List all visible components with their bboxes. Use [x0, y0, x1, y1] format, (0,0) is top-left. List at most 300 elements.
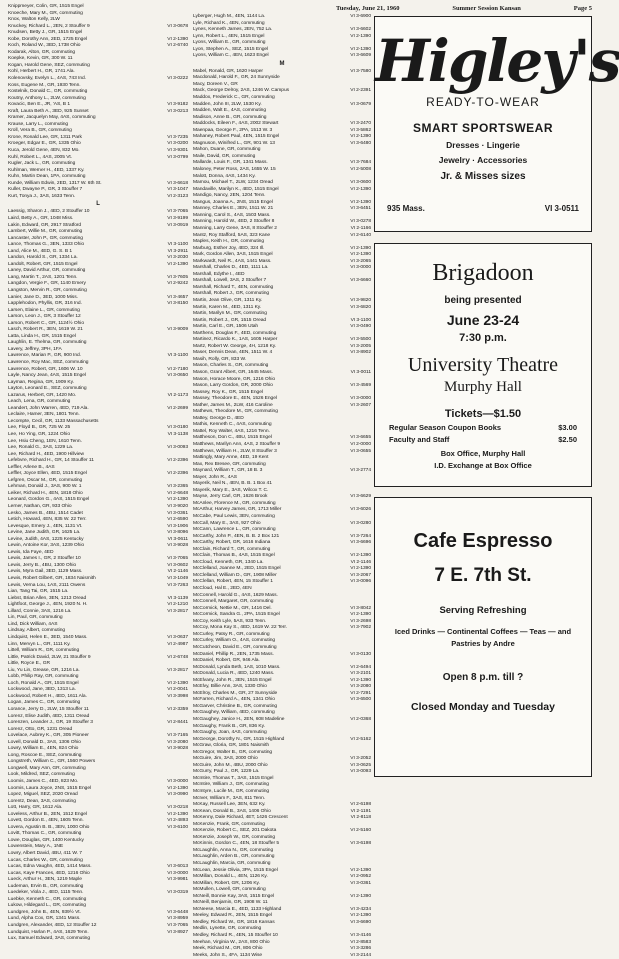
entry-phone: VI 2-1210: [167, 602, 188, 608]
entry-name: Lowenstein, Mary A., 1NE: [8, 844, 64, 850]
entry-phone: VI 2-6748: [167, 654, 188, 660]
entry-phone: VI 3-7263: [167, 582, 188, 588]
entry-name: Manning, Larry Gene, 3AS, 8 Stouffer 2: [193, 225, 277, 231]
entry-phone: VI 2-1390: [350, 612, 371, 618]
entry-name: Leach, Lena, GR, commuting: [8, 399, 71, 405]
entry-phone: VI 3-9820: [350, 297, 371, 303]
brigadoon-exchange: I.D. Exchange at Box Office: [434, 461, 532, 470]
entry-name: Martinez, Ricardo K., 1AS, 1605 Harper: [193, 337, 278, 343]
entry-phone: VI 3-0130: [350, 651, 371, 657]
entry-phone: VI 2-1390: [350, 252, 371, 258]
price-row-1-value: $3.00: [558, 423, 577, 432]
higleys-line1: Dresses · Lingerie: [446, 140, 520, 150]
entry-name: Lowry, William E., 4EN, 824 Ohio: [8, 746, 79, 752]
entry-name: Mattey, George D., 4ED: [193, 415, 244, 421]
entry-name: Lightfoot, George J., 4EN, 1920 N. H.: [8, 602, 88, 608]
entry-name: Martin, Marilyn M., GR, commuting: [193, 311, 267, 317]
entry-name: McCall, Mary E., 3AS, 927 Ohio: [193, 520, 261, 526]
entry-name: Look, Mildred, SEZ, commuting: [8, 772, 75, 778]
entry-name: Lefgren, Oscar M., GR, commuting: [8, 477, 83, 483]
entry-name: McLean, Jessie Olivia, 3PA, 1515 Engel: [193, 867, 278, 873]
entry-name: Lazarus, Herbert, GR, 1420 Mo.: [8, 392, 77, 398]
entry-name: Kuller, Dwayne P., GR, 3 Stouffer 7: [8, 187, 83, 193]
entry-name: McNeill, Bonnie Kay, 3AS, 1515 Engel: [193, 893, 275, 899]
entry-name: Lyons, William C., 4EN, 1623 Engel: [193, 53, 269, 59]
entry-phone: VI 3-4146: [350, 933, 371, 939]
entry-name: Liu, Yu Lin, Grease, GR, 1216 La.: [8, 667, 80, 673]
entry-phone: VI 3-6900: [350, 14, 371, 19]
entry-name: McMillan, Donald L., 4EN, 1126 Ky.: [193, 874, 268, 880]
entry-name: Lobb, Philip Ray, GR, commuting: [8, 674, 79, 680]
entry-name: Littell, William R., GR, commuting: [8, 648, 80, 654]
entry-phone: VI 2-1390: [167, 811, 188, 817]
entry-name: Lee, Hsiu Cheng, 1EN, 1610 Tenn.: [8, 438, 82, 444]
entry-phone: VI 2-1390: [350, 33, 371, 39]
entry-name: Kuhl, Robert L., 4AS, 2005 Vt.: [8, 154, 73, 160]
entry-name: Meeks, John S., 4FA, 1134 Wise: [193, 952, 263, 958]
entry-name: Kramer, Jacquelyn May, 4AS, commuting: [8, 115, 96, 121]
entry-phone: VI 3-0278: [350, 219, 371, 225]
entry-phone: VI 2-6590: [167, 517, 188, 523]
entry-phone: VI 2-0952: [350, 874, 371, 880]
entry-name: Lynn, Robert L., 4EN, 1515 Engel: [193, 33, 265, 39]
entry-name: Martin, Jean Olive, GR, 1311 Ky.: [193, 297, 263, 303]
header-publication: Summer Session Kansan: [452, 4, 521, 12]
entry-name: Leffler, Joyce Ellen, 4ED, 1515 Engel: [8, 471, 87, 477]
entry-phone: VI 3-2005: [350, 343, 371, 349]
entry-name: McGeorge, Dorothy N., GR, 1515 Highland: [193, 736, 285, 742]
entry-name: Marshall, Richard T., 4EN, commuting: [193, 284, 274, 290]
entry-name: Kovacic, Ben E., JR, 'AS, B 1: [8, 102, 71, 108]
entry-name: McElvany, John R., 3EN, 1515 Engel: [193, 677, 272, 683]
entry-name: Mangus, Joanna A., 2NS, 1515 Engel: [193, 199, 273, 205]
brigadoon-title: Brigadoon: [432, 260, 534, 286]
entry-phone: VI 2-1390: [350, 566, 371, 572]
entry-name: Marthens, Douglas F., 4ED, commuting: [193, 330, 277, 336]
header-page-number: Page 5: [573, 4, 592, 12]
entry-name: Knox, Walton Kelly, 2LW: [8, 17, 60, 23]
entry-phone: VI 3-2817: [167, 667, 188, 673]
entry-name: McIntyre, Lucile M., GR, commuting: [193, 788, 270, 794]
entry-name: Martin, Karen M., 4ED, 1311 Ky.: [193, 304, 262, 310]
entry-name: McCurley, William O., 4AS, commuting: [193, 638, 276, 644]
entry-name: Long, Roscoe E., SEZ, commuting: [8, 752, 82, 758]
directory-column-2: [193, 14, 371, 958]
entry-name: Lovell, Donald D., 3AS, 1306 Ohio: [8, 739, 81, 745]
entry-name: McLaughlin, Marcia, GR, commuting: [193, 861, 271, 866]
entry-phone: VI 3-6618: [167, 180, 188, 186]
entry-name: Lasch, Robert R., 3EN, 1619 W. 21: [8, 327, 83, 333]
entry-name: Medley, Richard W., GR, 1816 Kansas: [193, 919, 275, 925]
entry-phone: VI 3-0218: [167, 805, 188, 811]
entry-phone: VI 3-2067: [350, 572, 371, 578]
entry-name: McKay, Russell Lee, 3EN, 632 Ky.: [193, 802, 266, 808]
entry-phone: VI 3-2698: [350, 618, 371, 624]
entry-phone: VI 3-0361: [350, 880, 371, 886]
entry-name: McGaughey, William, 4ED, commuting: [193, 710, 275, 716]
entry-name: Knoeche, Mary M., GR, commuting: [8, 10, 83, 16]
entry-name: Lesko, James B., 4BU, 1514 Cadet: [8, 510, 83, 516]
entry-name: Lewis, Ida Faye, 4ED: [8, 549, 54, 555]
entry-name: Lorentz, Dean, 3AS, commuting: [8, 798, 76, 804]
entry-name: Mayse, Jerry Carl, GR, 1626 Brook: [193, 494, 268, 500]
section-letter-m: M: [279, 60, 285, 67]
entry-name: Medlin, Lynette, GR, commuting: [193, 926, 262, 932]
entry-name: McNeill, Benjamin, GR, 1908 W. 11: [193, 900, 268, 906]
entry-name: Lind, Dick William, 4AS: [8, 621, 58, 627]
entry-name: Maddocks, Eileen F., 4AS, 2002 Stewart: [193, 121, 279, 127]
entry-name: Lewis, Verna Lou, 1AS, 2111 Owens: [8, 582, 86, 588]
entry-name: Lockwood, Jane, 3ED, 1313 La.: [8, 687, 76, 693]
entry-phone: VI 3-0490: [350, 324, 371, 330]
entry-name: Leonard, Gordon G., 4AS, 1515 Engel: [8, 497, 90, 503]
entry-name: Luebke, Kenneth C., GR, commuting: [8, 896, 87, 902]
entry-name: Land, Alice M., 4ED, G. S. B 1: [8, 248, 73, 254]
entry-name: Larson, Robert C., GR, 1124½ Ohio: [8, 320, 85, 326]
entry-phone: VI 2-1173: [167, 392, 188, 398]
page-header: [336, 3, 592, 13]
higleys-phone: VI 3-0511: [544, 204, 579, 213]
brigadoon-price-row-2: [375, 435, 591, 444]
entry-name: Lyon, Stephen A., SEZ, 1515 Engel: [193, 46, 269, 52]
entry-name: Mantz, Roy Stafford, 5AS, 323 Kane: [193, 232, 271, 238]
entry-name: McCarthy, John P., 4EN, B. B. 2 Box 121: [193, 533, 280, 539]
entry-name: Kuhlman, Werner H., 4ED, 1337 Ky.: [8, 167, 85, 173]
entry-name: Mandigo, Nancy, 2EN, 1204 Tenn.: [193, 193, 266, 199]
entry-name: Lewis, Jerry B., 4BU, 1300 Ohio: [8, 562, 77, 568]
entry-name: Layle, Nancy Jean, 4AS, 1515 Engel: [8, 373, 86, 379]
entry-phone: VI 3-2774: [350, 468, 371, 474]
entry-name: Maples, Keith H., GR, commuting: [193, 239, 265, 245]
entry-phone: VI 3-5862: [350, 127, 371, 133]
entry-name: Maynard, William T., GR, 18 B. 3: [193, 468, 263, 474]
entry-phone: VI 3-3998: [167, 693, 188, 699]
entry-phone: VI 3-7065: [167, 209, 188, 215]
entry-name: Lovera, Agustin B. B., 3EN, 1000 Ohio: [8, 824, 90, 830]
entry-name: Lambert, Willie M., GR, commuting: [8, 229, 83, 235]
entry-phone: VI 3-0637: [167, 634, 188, 640]
entry-phone: VI 2-5160: [350, 828, 371, 834]
entry-name: Manning, Carol S., 4AS, 1503 Mass.: [193, 212, 271, 218]
entry-name: Maser, Dennis Dean, 4EN, 1511 W. 4: [193, 350, 273, 356]
entry-name: Mattel, Roy Walter, 4AS, 1216 Tenn.: [193, 428, 270, 434]
entry-name: Mallarde, Louis F., GR, 1341 Mass.: [193, 160, 268, 166]
entry-name: McCurley, Patsy R., GR, commuting: [193, 631, 270, 637]
entry-name: Lundquist, Harlan P., 4AS, 1629 Tenn.: [8, 929, 89, 935]
entry-name: Landon, Harold S., GR, 1334 La.: [8, 255, 78, 261]
entry-phone: VI 3-2911: [167, 248, 188, 254]
entry-phone: VI 2-2699: [167, 405, 188, 411]
entry-name: McElroy, Charles M., GR, 27 Sunnyside: [193, 690, 278, 696]
entry-phone: VI 2-2396: [167, 458, 188, 464]
entry-phone: VI 3-9009: [167, 327, 188, 333]
entry-name: Kobe, Dorothy Ann, 2ED, 1725 Engel: [8, 36, 88, 42]
entry-name: Loomis, Laura Joyce, 2NS, 1515 Engel: [8, 785, 92, 791]
entry-name: McCormick, Sandra G., 2PA, 1515 Engel: [193, 612, 280, 618]
entry-phone: VI 3-6820: [350, 304, 371, 310]
entry-name: Matthews, Marilyn Ann, 4AS, 2 Stouffer 9: [193, 442, 281, 447]
directory-entry: [193, 953, 371, 959]
entry-name: Lynes, Kenneth James, 2EN, 752 La.: [193, 27, 273, 33]
entry-name: Lee, Floyd B., GR, 725 W. 25: [8, 425, 71, 431]
entry-name: McDaniel, Robert, GR, 946 Ala.: [193, 658, 260, 664]
entry-name: Madden, John III, 2LW, 1530 Ky.: [193, 101, 262, 107]
cafe-address: 7 E. 7th St.: [434, 565, 532, 586]
entry-name: McCormick, Nettie M., GR, 1416 Del.: [193, 605, 272, 611]
entry-phone: VI 3-1100: [167, 242, 188, 248]
entry-phone: VI 3-0319: [167, 890, 188, 896]
entry-name: Levine, Jane Judith, GR, 1625 La.: [8, 530, 81, 536]
entry-name: Manney, Charles E., 3EN, 1511 W. 21: [193, 206, 274, 212]
entry-name: McCann, Lawrence L., GR, commuting: [193, 527, 276, 533]
directory-column-1: [8, 4, 188, 942]
entry-name: McClelland, William D., GR, 1908 Miller: [193, 572, 277, 578]
entry-phone: VI 2-9242: [167, 281, 188, 287]
entry-phone: VI 3-9199: [167, 215, 188, 221]
entry-name: Knuckey, Richard L., 2EN, 2 Stouffer 9: [8, 23, 90, 29]
entry-phone: VI 3-6198: [350, 841, 371, 847]
entry-name: Laughlin, E. Thelma, GR, commuting: [8, 340, 87, 346]
entry-name: Maile, David, GR, commuting: [193, 153, 256, 159]
entry-name: Mayerik, Neil N., 4EN, B. B. 1 Box 41: [193, 481, 272, 487]
entry-phone: VI 3-6609: [350, 53, 371, 59]
higleys-sizes: Jr. & Misses sizes: [440, 171, 526, 182]
directory-entry: [8, 936, 188, 943]
entry-name: Lavery, Jeffrey, 3PH, 1FA: [8, 346, 62, 352]
entry-phone: VI 3-0600: [350, 180, 371, 186]
entry-phone: VI 3-0222: [167, 76, 188, 82]
entry-name: Lovitt, Thomas C., GR, commuting: [8, 831, 82, 837]
entry-name: Larsen, Elaine L., GR, commuting: [8, 307, 80, 313]
entry-phone: VI 2-3359: [167, 706, 188, 712]
entry-name: Leandert, John Warren, 4ED, 719 Ala.: [8, 405, 89, 411]
entry-name: McGuire, John M., 4BU, 2000 Ohio: [193, 762, 268, 768]
entry-name: Martz, Robert W. George, 4H, 1218 Ky.: [193, 343, 277, 349]
entry-name: Lewis, Myra Gail, 3ED, 1129 Mass.: [8, 569, 83, 575]
entry-name: Koepke, Kevin, GR, 300 W. 11: [8, 56, 73, 62]
entry-name: Krone, Ronald Lee, GR, 1311 Park: [8, 134, 82, 140]
entry-name: Koss, Eugene M., GR, 1930 Tenn.: [8, 82, 81, 88]
entry-name: Mamou, Michael T., 2LW, 1234 Oread: [193, 180, 273, 186]
cafe-hours: Open 8 p.m. till ?: [442, 672, 524, 683]
entry-name: Lindquist, Helen E., 3ED, 1540 Mass.: [8, 634, 88, 640]
entry-name: Mandaville, Marilyn K., 4ED, 1515 Engel: [193, 186, 279, 192]
entry-phone: VI 2-5162: [350, 736, 371, 742]
entry-name: Leiker, Richard H., 4EN, 1818 Ohio: [8, 490, 83, 496]
entry-name: Lanier, Jane D., 3ED, 1000 Miss.: [8, 294, 78, 300]
entry-name: Lyons, William E., GR, commuting: [193, 40, 266, 46]
entry-phone: VI 3-0655: [350, 448, 371, 454]
entry-phone: VI 3-1100: [167, 353, 188, 359]
entry-phone: VI 2-1390: [167, 261, 188, 267]
entry-phone: VI 2-2396: [167, 471, 188, 477]
entry-phone: VI 2-1390: [350, 186, 371, 192]
entry-phone: VI 2-1390: [350, 553, 371, 559]
entry-name: Lian, Tang Tai, GR, 1515 La.: [8, 589, 69, 595]
entry-name: Laney, David Arthur, GR, commuting: [8, 268, 86, 274]
entry-phone: VI 3-7605: [167, 274, 188, 280]
entry-phone: VI 3-6026: [350, 507, 371, 513]
entry-name: McIntire, William J., GR, commuting: [193, 782, 269, 788]
entry-phone: VI 3-0093: [350, 769, 371, 775]
entry-name: Layton, Leonard E., SEZ, commuting: [8, 386, 87, 392]
entry-phone: VI 3-7902: [350, 625, 371, 631]
cafe-items: Iced Drinks — Continental Coffees — Teas — and Pastries by Andre: [394, 627, 572, 648]
entry-name: McMillan, Robert, GR, 1206 Ky.: [193, 880, 260, 886]
entry-name: Lehman, Donald J., 3AS, 900 W. 1: [8, 484, 82, 490]
entry-name: Lewis, Robert Gilbert, GR, 1834 Naismith: [8, 576, 96, 582]
entry-name: Krause, Larry L., commuting: [8, 121, 69, 127]
higleys-address: 935 Mass.: [387, 204, 425, 213]
entry-name: Lukow, Hildegard L., GR, commuting: [8, 903, 86, 909]
entry-phone: VI 3-9981: [167, 877, 188, 883]
entry-name: Lawrence, Marian P., GR, 900 Ind.: [8, 353, 82, 359]
entry-name: Meehan, Virginia W., 2AS, 800 Ohio: [193, 939, 270, 945]
entry-name: McGaughey, Janice H., 2EN, 608 Madeline: [193, 716, 285, 722]
entry-name: Larson, Leon J., GR, 3 Stouffer 12: [8, 314, 81, 320]
brigadoon-dates: June 23-24: [446, 312, 520, 328]
entry-phone: VI 2-1390: [350, 867, 371, 873]
entry-phone: VI 3-0679: [350, 101, 371, 107]
entry-phone: VI 3-0000: [350, 396, 371, 402]
entry-name: Latta, Linda H., GR, 1515 Engel: [8, 333, 76, 339]
entry-name: Lancaster, John P., GR, commuting: [8, 235, 83, 241]
entry-name: Liebst, Brian Allen, 3EN, 1213 Oread: [8, 595, 87, 601]
entry-phone: VI 3-0093: [167, 445, 188, 451]
entry-name: Madison, Anne B., GR, commuting: [193, 114, 267, 120]
entry-phone: VI 2-6140: [350, 232, 371, 238]
entry-name: Little, Royce E., GR: [8, 661, 50, 667]
entry-name: McIntire, Thomas T., 3AS, 1515 Engel: [193, 775, 274, 781]
entry-phone: VI 3-7235: [167, 134, 188, 140]
entry-phone: VI 3-6500: [350, 697, 371, 703]
entry-phone: VI 3-4657: [167, 294, 188, 300]
brigadoon-presented: being presented: [444, 295, 522, 306]
entry-name: McConnell, Harold G., 4AS, 1629 Mass.: [193, 592, 278, 598]
brigadoon-price-row-1: [375, 423, 591, 432]
entry-name: McKinnis, Gordon C., 4EN, 18 Stouffer 5: [193, 841, 280, 847]
entry-phone: VI 2-6740: [167, 43, 188, 49]
entry-name: McCabe, Paul Lewis, 3EN, commuting: [193, 514, 275, 520]
entry-name: Mather, James M., 2LW, 416 Caroline: [193, 402, 273, 408]
higleys-logo: Higley's: [375, 27, 619, 95]
entry-phone: VI 3-2080: [167, 739, 188, 745]
entry-phone: VI 3-8959: [167, 916, 188, 922]
entry-name: McGaughy, Frank B., GR, 836 Ky.: [193, 723, 265, 729]
entry-name: Mattingly, Mary Anne, 4ED, 19 Kent: [193, 455, 269, 461]
entry-phone: VI 2-6648: [167, 490, 188, 496]
entry-phone: VI 2-6198: [350, 802, 371, 808]
directory-list-l: [8, 209, 188, 942]
entry-name: Koutny, Anthony L., 2LW, commuting: [8, 95, 86, 101]
higleys-headline: SMART SPORTSWEAR: [413, 121, 553, 135]
entry-name: Maddox, Frederick C., GR, commuting: [193, 95, 275, 101]
entry-phone: VI 2-1390: [350, 245, 371, 251]
entry-phone: VI 2-1191: [350, 808, 371, 814]
entry-name: Lee, Ho Ying, GR, 1224 Ohio: [8, 432, 70, 437]
entry-name: McDonald, Lynda Beth, 1AS, 1010 Mass.: [193, 664, 281, 670]
entry-name: McFarren, Richard A., 4EN, 1341 Ohio: [193, 697, 275, 703]
entry-phone: VI 2-1390: [167, 680, 188, 686]
entry-phone: VI 3-1139: [167, 595, 188, 601]
entry-phone: VI 3-0000: [350, 265, 371, 271]
entry-name: McGraw, Gloria, GR, 1801 Naismith: [193, 743, 270, 749]
entry-phone: VI 3-9028: [167, 746, 188, 752]
entry-phone: VI 3-4234: [350, 906, 371, 912]
entry-name: Medley, Richard R., 4EN, 15 Stouffer 10: [193, 933, 278, 939]
entry-name: McAnlee, Florence M., GR, commuting: [193, 500, 276, 506]
entry-name: McCloud, Hal E., 2ED, 4EN: [193, 586, 252, 592]
entry-name: Mathews, Theodore M., GR, commuting: [193, 409, 278, 415]
brigadoon-time: 7:30 p.m.: [459, 332, 507, 344]
entry-name: Mason, Larry Gordon, GR, 2000 Ohio: [193, 383, 273, 389]
entry-phone: VI 3-6448: [167, 909, 188, 915]
entry-name: McDonald, Lucia R., 4ED, 1240 Mass.: [193, 671, 275, 677]
entry-name: Lundgren, John B., 4EN, 939½ Vt.: [8, 909, 81, 915]
entry-phone: VI 3-2607: [350, 402, 371, 408]
entry-name: Lee, Richard H., 4ED, 1900 Hillview: [8, 451, 84, 457]
entry-name: McCoy, Mona Kay S., 4ED, 1619 W. 22 Terr.: [193, 625, 287, 631]
entry-name: Lund, Alpha Cox, GR, 1341 Mass.: [8, 916, 81, 922]
entry-name: McKenzie, Frank, GR, commuting: [193, 821, 265, 827]
entry-phone: VI 2-1390: [350, 893, 371, 899]
entry-name: McKenny, Dale Richard, 4ET, 1426 Crescent: [193, 815, 288, 821]
entry-phone: VI 3-0625: [350, 762, 371, 768]
entry-name: Lance, Thomas G., 3EN, 1333 Ohio: [8, 242, 85, 248]
entry-name: Kolenovsky, Evelyn L., 4AS, 743 Ind.: [8, 76, 87, 82]
entry-name: McConnell, Margaret, GR, commuting: [193, 599, 274, 605]
entry-phone: VI 3-6480: [350, 140, 371, 146]
entry-name: Lux, Samuel Edward, 3AS, commuting: [8, 936, 91, 942]
entry-phone: VI 3-8902: [350, 350, 371, 356]
entry-phone: VI 3-2470: [350, 121, 371, 127]
entry-name: Kraft, Laura Beth A., 3ED, 925 Sunset: [8, 108, 89, 114]
entry-name: Langdon, Vergie F., GR, 1140 Emery: [8, 281, 86, 287]
entry-name: Lucas, Kaye Frances, 4ED, 1216 Ohio: [8, 870, 90, 876]
entry-phone: VI 3-0213: [167, 108, 188, 114]
entry-phone: VI 3-2365: [167, 484, 188, 490]
entry-name: McClain, Richard T., GR, commuting: [193, 546, 271, 552]
entry-phone: VI 3-0096: [350, 579, 371, 585]
price-row-1-label: Regular Season Coupon Books: [389, 423, 502, 432]
entry-name: Marshall, Robert J., GR, commuting: [193, 291, 270, 297]
entry-name: Marshall, Edythe I., 4ED: [193, 271, 245, 277]
entry-phone: VI 2-6494: [350, 664, 371, 670]
entry-name: Lopez, Miguel, SEZ, 2020 Oread: [8, 792, 78, 798]
entry-name: Meeley, Edward R., 2EN, 1515 Engel: [193, 913, 272, 919]
entry-name: Massey, Roy K., GR, 1515 Engel: [193, 389, 263, 395]
entry-name: McGaughy, Joan, 4AS, commuting: [193, 730, 267, 736]
entry-name: Lin, Paul, GR, commuting: [8, 615, 63, 621]
entry-name: McCloud, Kenneth, GR, 1340 La.: [193, 559, 264, 565]
entry-name: Maenpaa, George F., 2PA, 1513 W. 3: [193, 127, 273, 133]
entry-phone: VI 2-0000: [350, 442, 371, 447]
entry-name: Loomis, James C., 4ED, 823 Mo.: [8, 778, 79, 784]
entry-name: McMullen, Lowell, GR, commuting: [193, 887, 266, 893]
entry-phone: VI 3-1047: [167, 187, 188, 193]
entry-phone: VI 3-7165: [167, 733, 188, 739]
entry-name: Kuhn, Martin Dean, 1PA, commuting: [8, 174, 86, 180]
entry-name: Kroeger, Edgar E., GR, 1335 Ohio: [8, 141, 81, 147]
entry-phone: VI 3-6451: [350, 206, 371, 212]
entry-name: Kogan, Harold Gene, SEZ, commuting: [8, 62, 90, 68]
entry-phone: VI 3-0361: [167, 510, 188, 516]
entry-phone: VI 2-8583: [350, 939, 371, 945]
entry-name: Masih, Rolly, GR, 833 W.: [193, 356, 247, 362]
entry-name: Loveless, Arthur B., 2EN, 1512 Engel: [8, 811, 87, 817]
entry-name: Markwardt, Neil R., 4AS, 1441 Mass.: [193, 258, 272, 264]
entry-phone: VI 3-7065: [167, 923, 188, 929]
